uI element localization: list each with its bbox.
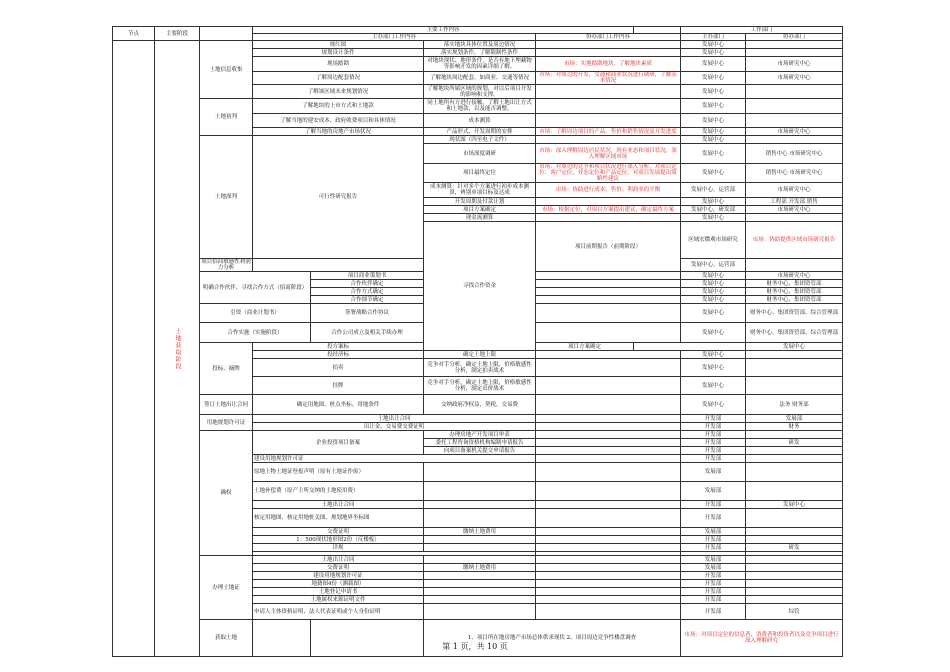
table-cell: 市场：根据定位，对项目方案提出建议，确定最终方案	[536, 206, 681, 214]
table-cell: 合作细节确定	[311, 296, 424, 304]
table-cell: 开发部	[681, 431, 746, 439]
header-host-dept: 主办部门	[681, 34, 746, 41]
stage-permit: 用地规划许可证	[200, 415, 253, 431]
table-cell: 开发部	[681, 447, 746, 455]
table-cell: 市场研究中心	[746, 72, 843, 85]
table-cell: 项目商业策划书	[311, 272, 424, 280]
table-cell: 交费证明	[253, 528, 424, 536]
table-cell: 销售中心 市场研究中心	[746, 164, 843, 183]
table-cell: 落实地块具体位置及周边情况	[424, 41, 536, 49]
table-cell: 市场：协助提供区域市场研究报告	[746, 222, 843, 259]
side-stage-label: 土地获取阶段	[155, 41, 200, 657]
table-cell: 交纳政府净权益，契税，交易费	[424, 395, 536, 415]
table-cell: 发展中心	[681, 85, 746, 99]
table-cell: 建设用地规划许可证	[253, 455, 536, 463]
table-cell: 落实规划条件，了解限制性条件	[424, 49, 536, 57]
header-stage: 主要阶段	[155, 27, 200, 41]
table-cell: 建设用地规划许可证	[253, 572, 424, 580]
stage-cooperation: 寻找合作资金	[424, 222, 536, 351]
table-cell: 发展中心	[681, 323, 746, 343]
group-coop-impl: 合作实施（实施阶段）	[200, 323, 311, 343]
table-cell: 投经济标	[253, 351, 424, 359]
table-cell: 开发周期及付款计划	[424, 198, 536, 206]
table-cell: 工程部 开发部 销售	[746, 198, 843, 206]
table-cell: 市场研究中心	[746, 128, 843, 136]
table-cell: 土地补偿费（原产主所交纳的土地使用费）	[253, 482, 424, 501]
table-cell: 发展中心	[681, 57, 746, 72]
table-cell: 财务中心、集团资管部	[746, 288, 843, 296]
table-cell: 财务	[746, 423, 843, 431]
stage-contract: 签订土地出让合同	[200, 395, 253, 415]
header-assist-dept: 协办部门	[746, 34, 843, 41]
table-cell: 了解该区域未来规划情况	[253, 85, 424, 99]
table-cell: 竞争对手分析，确定土地上限，价格敏感性分析，制定出价战术	[424, 377, 536, 395]
table-cell: 1、项目所在地房地产市场总体供求现状 2、项目周边竞争性楼盘调查	[424, 620, 681, 657]
table-cell: 土地出让合同	[253, 556, 424, 564]
table-cell: 缴纳土地费用	[424, 528, 536, 536]
group-feasibility: 可行性研究报告	[253, 136, 424, 259]
table-cell: 项目招商敏感性利润力分析	[201, 259, 251, 271]
table-cell: 现金流测算	[424, 214, 536, 222]
stage-deep: 土地深判	[200, 136, 253, 259]
stage-certificate: 办理土地证	[200, 556, 253, 620]
table-cell: 开发部	[681, 536, 746, 544]
table-cell: 发展中心	[681, 198, 746, 206]
group-investment: 引资（商业计划书）	[200, 304, 311, 323]
table-cell: 核定用地图、核定用地桩关图、规划地界坐标图	[253, 509, 424, 528]
table-cell: 市场研究中心	[746, 206, 843, 214]
table-cell: 开发部	[681, 596, 746, 604]
stage-ownership: 确权	[200, 431, 253, 556]
table-cell: 成本测算：针对多个方案进行初步成本测算，辨别单项目标及达成	[424, 183, 536, 198]
table-cell: 发展中心	[746, 501, 843, 509]
table-cell: 合作公司成立及相关手续办理	[311, 323, 424, 343]
table-cell: 发展中心	[681, 164, 746, 183]
table-cell: 挂牌	[253, 377, 424, 395]
table-cell: 发展中心，研发部	[681, 206, 746, 214]
stage-preliminary: 土地初判	[200, 99, 253, 136]
table-cell: 土地出让合同	[253, 501, 424, 509]
table-cell: 发展中心，运营部	[681, 259, 746, 272]
table-cell: 项目方案确定	[536, 343, 634, 351]
group-project-report: 项目前期报告（前期阶段）	[536, 222, 681, 272]
table-cell: 发展中心	[681, 114, 746, 128]
table-cell: 发展中心	[681, 395, 746, 415]
table-cell: 发展中心	[746, 343, 843, 351]
table-cell: 开发部	[681, 501, 746, 509]
table-cell: 委托工程咨询资格机构编制申请报告	[424, 439, 536, 447]
table-cell: 发展部	[681, 482, 746, 501]
table-cell: 项目最终定位	[424, 164, 536, 183]
table-cell: 开发部	[681, 415, 746, 423]
table-cell: 发展中心	[681, 49, 746, 57]
table-cell: 市场研究中心	[746, 57, 843, 72]
table-cell: 拍卖	[253, 359, 424, 377]
table-cell: 同土地所有方进行接触，了解土地出让方式和土地款，以及能否调整。	[424, 99, 536, 114]
group-filing: 企业投资项目备案	[253, 431, 424, 455]
table-cell: 开发部	[681, 580, 746, 588]
table-cell: 财务中心、集团资管部、综合管理部	[746, 304, 843, 323]
table-cell: 市场：了解周边项目的产品，售价和销售情况及开发进度	[536, 128, 681, 136]
node-cell	[113, 41, 155, 657]
table-cell: 确定土地上限	[424, 351, 536, 359]
table-cell: 对地块现状、地形条件，是否有地下埋藏物等影响开发的因素详细了解。	[424, 57, 536, 72]
table-cell: 研发	[746, 544, 843, 552]
table-cell: 开发部	[681, 509, 746, 528]
table-cell: 发展中心，运营部	[681, 183, 746, 198]
table-cell: 详规	[253, 544, 424, 552]
table-cell: 竞争对手分析，确定土地上限，价格敏感性分析，制定拍卖战术	[424, 359, 536, 377]
table-cell: 合作方式确定	[311, 288, 424, 296]
table-cell: 市场：对周边的开发、交通和商业状况进行调研，了解基本情况	[536, 72, 681, 85]
table-cell: 原地上物土地证登报声明（原有土地证作废）	[253, 463, 424, 482]
stage-info: 土地信息收集	[200, 41, 253, 99]
table-cell: 财务中心、集团资管部、综合管理部	[746, 323, 843, 343]
table-cell: 规红图	[253, 41, 424, 49]
table-cell: 综管	[746, 604, 843, 620]
group-cooperation-way: 明确合作伙伴、寻找合作方式（招商阶段）	[200, 272, 311, 304]
table-cell: 发展中心	[681, 296, 746, 304]
table-cell: 申请人主体资格证明、法人代表证明或个人身份证明	[253, 604, 424, 620]
table-cell: 市场研究中心	[746, 183, 843, 198]
table-cell: 开发部	[681, 572, 746, 580]
table-cell: 出让金、交易费交费证明	[253, 423, 536, 431]
table-cell: 开发部	[681, 439, 746, 447]
table-cell: 发展中心	[681, 272, 746, 280]
table-cell: 了解周边配套情况	[253, 72, 424, 85]
page-footer: 第 1 页，共 10 页	[442, 642, 508, 651]
table-cell: 开发部	[681, 544, 746, 552]
table-cell: 发展部	[746, 415, 843, 423]
table-cell: 发展中心	[681, 41, 746, 49]
table-cell: 研发	[746, 439, 843, 447]
table-cell: 销售中心 市场研究中心	[746, 144, 843, 164]
table-cell: 现状图（四至电子文件）	[424, 136, 536, 144]
table-cell: 合作伙伴确定	[311, 280, 424, 288]
table-cell: 市场：深入理解周边居民状况，现有业态和项目状况，深入理解区域市场	[536, 144, 681, 164]
table-cell: 市场：对项目定位的信息者，消费者和投资者以及竞争项目进行深入理解研究	[681, 620, 843, 657]
table-cell: 市场深度调研	[424, 144, 536, 164]
table-cell: 了解地块所属区域的规划，对以后项目开发的影响和支撑。	[424, 85, 536, 99]
table-cell: 开发部	[681, 604, 746, 620]
table-cell: 确定用地图、桩点坐标、用地条件	[253, 395, 424, 415]
table-cell: 市场研究中心	[746, 272, 843, 280]
table-cell: 开发部	[681, 588, 746, 596]
table-cell: 市场：对周边的竞争和项目状况进行深入分析，对项目定位：客户定位、业态定位和产品定位，对项目发展提出策略性建议	[536, 164, 681, 183]
table-cell: 发展中心	[681, 136, 746, 144]
node-acquire-land: 获取土地	[200, 620, 253, 657]
table-cell: 签署战略合作协议	[311, 304, 424, 323]
table-cell: 交费证明	[253, 564, 424, 572]
table-cell: 投方案标	[253, 343, 424, 351]
work-plan-table	[112, 26, 843, 657]
table-cell: 发展部	[681, 564, 746, 572]
table-cell: 发展部	[681, 463, 746, 482]
header-main-work: 主要工作内容	[253, 27, 634, 34]
table-cell: 1：500现状地形图2份（反楼板）	[253, 536, 424, 544]
table-cell: 土地登记申请书	[253, 588, 424, 596]
table-cell: 发展中心	[681, 72, 746, 85]
table-cell: 了解当地的建安成本、政府收费项目和具体情况	[253, 114, 424, 128]
table-cell: 项目方案确定	[424, 206, 536, 214]
table-cell: 成本测算	[424, 114, 536, 128]
table-cell: 发展中心	[681, 377, 746, 395]
table-cell: 了解当地的房地产市场状况	[253, 128, 424, 136]
table-cell: 土地属权来源证明文件	[253, 596, 424, 604]
table-cell: 发展中心	[681, 288, 746, 296]
table-cell: 开发部	[681, 455, 746, 463]
table-cell: 发展中心	[681, 359, 746, 377]
table-cell: 办理房地产开发项目审表	[424, 431, 536, 439]
table-cell: 向项目备案机关提交申请报告	[424, 447, 536, 455]
header-assist-content: 协办部门工作内容	[536, 34, 681, 41]
header-host-content: 主办部门工作内容	[253, 34, 536, 41]
table-cell: 现场踏勘	[253, 57, 424, 72]
table-cell: 发展部	[681, 528, 746, 536]
table-cell: 法务 财务部	[746, 395, 843, 415]
table-cell: 市场：实地踏勘地块，了解地块素质	[536, 57, 681, 72]
table-cell: 开发部	[681, 423, 746, 431]
table-cell: 缴纳土地费用	[424, 564, 536, 572]
table-cell: 发展中心	[681, 280, 746, 288]
work-plan-sheet	[112, 26, 842, 657]
table-cell: 规划设计条件	[253, 49, 424, 57]
table-cell: 发展中心	[681, 351, 746, 359]
table-cell: 区域宏微观市场研究	[681, 222, 746, 259]
table-cell: 发展中心	[681, 128, 746, 136]
table-cell: 财务中心、集团资管部	[746, 296, 843, 304]
table-cell: 财务中心、集团资管部	[746, 280, 843, 288]
table-cell: 市场：协助进行成本、售价、利润率的平衡	[536, 183, 681, 198]
table-cell: 发展中心	[681, 214, 746, 222]
table-cell: 了解地块的上市方式和土地款	[253, 99, 424, 114]
header-work-dept: 工作部门	[681, 27, 843, 34]
table-cell: 发展中心	[681, 144, 746, 164]
table-cell: 发展部	[681, 556, 746, 564]
table-cell: 地籍图4份（测载图）	[253, 580, 424, 588]
header-node: 节点	[113, 27, 155, 41]
table-cell: 了解地块周边配套，如商业、交通等情况	[424, 72, 536, 85]
table-cell: 产品形式、开发周期的安排	[424, 128, 536, 136]
table-cell: 土地出让合同	[253, 415, 536, 423]
stage-bidding: 投标、摘牌	[200, 343, 253, 395]
table-cell: 发展中心	[681, 304, 746, 323]
table-cell: 发展中心	[681, 99, 746, 114]
